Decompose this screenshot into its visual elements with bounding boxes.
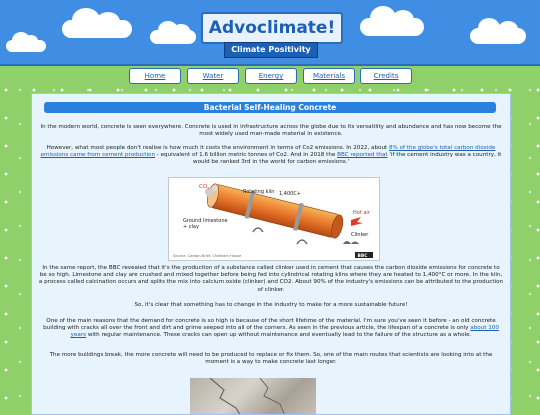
nav-water-link[interactable]: Water bbox=[187, 68, 239, 84]
nav-home-link[interactable]: Home bbox=[129, 68, 181, 84]
rotating-kiln-shape bbox=[205, 181, 346, 242]
cloud-decoration bbox=[6, 40, 46, 52]
kiln-diagram bbox=[168, 177, 380, 261]
site-header bbox=[0, 0, 540, 66]
limestone-label: Ground limestone bbox=[183, 218, 228, 224]
article-paragraph: In the same report, the BBC revealed that it's the production of a substance called clinker used in cement that causes the carbon dioxide emissions for concrete to be so high. Limestone and clay are crushed and mixed together before being fed into cylindrical rotating kilns where they are heated to 1,400°C or more. In the kiln, a process called calcination occurs and splits the mix into calcium oxide (clinker) and CO2. About 90% of the industry's emissions can be attributed to the production of clinker. bbox=[38, 265, 504, 293]
clinker-label: Clinker bbox=[351, 232, 369, 238]
site-title-box bbox=[201, 12, 343, 44]
kiln-diagram-svg bbox=[169, 178, 379, 260]
cloud-decoration bbox=[150, 30, 196, 44]
main-nav bbox=[129, 68, 410, 84]
paragraph-text: with regular maintenance. These cracks can open up without maintenance and eventually lead to the failure of the structure as a whole. bbox=[86, 332, 472, 339]
temperature-label: 1,400C+ bbox=[279, 191, 301, 197]
carbon-emissions-link[interactable]: 8% of the globe's total carbon dioxide emissions came from cement production bbox=[40, 145, 496, 159]
nav-credits-link[interactable]: Credits bbox=[360, 68, 412, 84]
paragraph-text: 'if the cement industry was a country, it would be ranked 3rd in the world for carbon emissions.' bbox=[193, 152, 502, 166]
bbc-report-link[interactable]: BBC reported that bbox=[337, 152, 388, 159]
nav-energy-link[interactable]: Energy bbox=[245, 68, 297, 84]
bbc-logo: BBC bbox=[357, 253, 368, 259]
kiln-label: Rotating kiln bbox=[243, 189, 275, 195]
article-paragraph: In the modern world, concrete is seen everywhere. Concrete is used in infrastructure across the globe due to its versatility and abundance and has now become the most widely used man-made material in existence. bbox=[40, 124, 502, 138]
figure-source: Source: Carbon Brief, Chatham House bbox=[173, 254, 242, 258]
cloud-decoration bbox=[62, 20, 132, 38]
article-paragraph bbox=[38, 318, 504, 340]
paragraph-text: - equivalent of 1.6 billion metric tonnes of Co2. And in 2018 the bbox=[155, 152, 338, 159]
article-paragraph: So, it's clear that something has to change in the industry to make for a more sustainable future! bbox=[134, 302, 408, 308]
article-paragraph bbox=[38, 145, 504, 167]
hot-air-label: Hot air bbox=[353, 210, 370, 216]
cracked-concrete-photo bbox=[190, 378, 316, 415]
flame-icon bbox=[351, 217, 363, 226]
concrete-lifespan-link[interactable]: about 100 years bbox=[70, 325, 499, 339]
article-panel bbox=[31, 93, 511, 415]
nav-materials-link[interactable]: Materials bbox=[303, 68, 355, 84]
paragraph-text: However, what most people don't realise is how much it costs the environment in terms of Co2 emissions. In 2022, about bbox=[46, 145, 389, 151]
article-paragraph: The more buildings break, the more concrete will need to be produced to replace or fix them. So, one of the main routes that scientists are looking into at the moment is a way to make concrete last longer. bbox=[49, 352, 493, 366]
paragraph-text: One of the main reasons that the demand for concrete is so high is because of the short lifetime of the material. I'm sure you've seen it before - an old concrete building with cracks all over the front and dirt and grime seeped into all of the corners. As seen in the previous article, the lifespan of a concrete is only bbox=[43, 318, 496, 332]
co2-label: $CO_2$ bbox=[199, 184, 210, 191]
clinker-pile-icon bbox=[343, 241, 359, 244]
cloud-decoration bbox=[470, 28, 526, 44]
cloud-decoration bbox=[360, 18, 424, 36]
site-title: Advoclimate! bbox=[208, 18, 336, 38]
site-subtitle: Climate Positivity bbox=[224, 42, 318, 58]
article-title: Bacterial Self-Healing Concrete bbox=[44, 102, 496, 113]
clay-label: + clay bbox=[183, 224, 199, 230]
crack-illustration bbox=[190, 378, 316, 415]
